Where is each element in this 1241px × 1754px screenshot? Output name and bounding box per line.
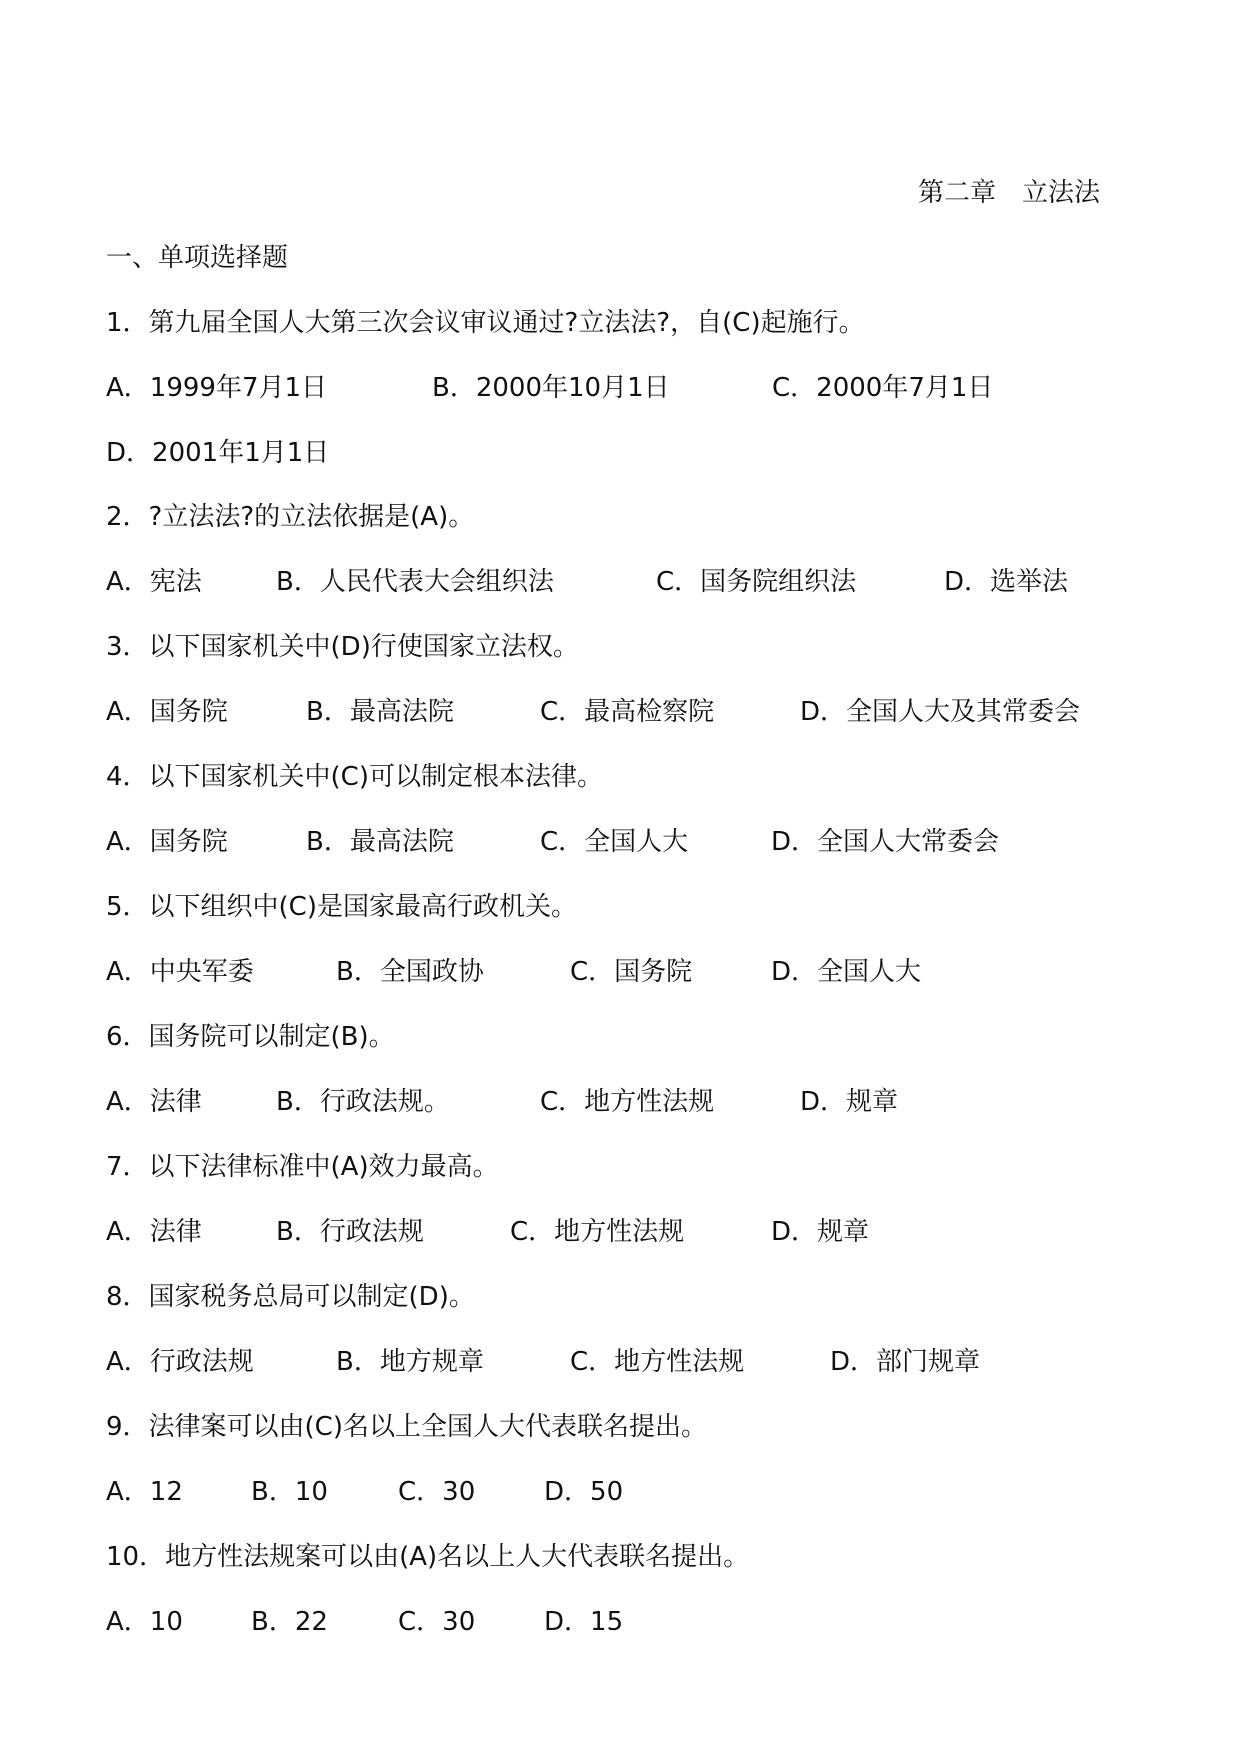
question-2-option-c: C．国务院组织法 — [656, 567, 857, 597]
question-10-option-c: C．30 — [398, 1607, 476, 1637]
question-9-stem: 9．法律案可以由(C)名以上全国人大代表联名提出。 — [106, 1412, 707, 1442]
question-2-option-d: D．选举法 — [944, 567, 1069, 597]
question-8-option-c: C．地方性法规 — [570, 1347, 745, 1377]
question-7-option-b: B．行政法规 — [276, 1217, 424, 1247]
question-1-stem: 1．第九届全国人大第三次会议审议通过?立法法?，自(C)起施行。 — [106, 308, 865, 338]
question-10-option-b: B．22 — [251, 1607, 328, 1637]
question-1-option-d: D．2001年1月1日 — [106, 438, 330, 468]
question-5-option-b: B．全国政协 — [336, 957, 484, 987]
question-2-option-a: A．宪法 — [106, 567, 202, 597]
question-8-option-a: A．行政法规 — [106, 1347, 254, 1377]
question-10-option-d: D．15 — [544, 1607, 624, 1637]
question-9-option-b: B．10 — [251, 1477, 328, 1507]
question-4-option-b: B．最高法院 — [306, 827, 454, 857]
question-5-stem: 5．以下组织中(C)是国家最高行政机关。 — [106, 892, 577, 922]
question-9-option-d: D．50 — [544, 1477, 624, 1507]
question-7-stem: 7．以下法律标准中(A)效力最高。 — [106, 1152, 499, 1182]
question-5-option-a: A．中央军委 — [106, 957, 254, 987]
question-8-stem: 8．国家税务总局可以制定(D)。 — [106, 1282, 475, 1312]
question-4-stem: 4．以下国家机关中(C)可以制定根本法律。 — [106, 762, 603, 792]
question-5-option-d: D．全国人大 — [771, 957, 922, 987]
question-8-option-b: B．地方规章 — [336, 1347, 484, 1377]
question-6-option-a: A．法律 — [106, 1087, 202, 1117]
question-1-option-b: B．2000年10月1日 — [432, 373, 670, 403]
question-2-option-b: B．人民代表大会组织法 — [276, 567, 554, 597]
question-9-option-c: C．30 — [398, 1477, 476, 1507]
question-3-stem: 3．以下国家机关中(D)行使国家立法权。 — [106, 632, 579, 662]
question-4-option-a: A．国务院 — [106, 827, 228, 857]
question-10-stem: 10．地方性法规案可以由(A)名以上人大代表联名提出。 — [106, 1542, 750, 1572]
question-7-option-a: A．法律 — [106, 1217, 202, 1247]
question-7-option-c: C．地方性法规 — [510, 1217, 685, 1247]
question-6-stem: 6．国务院可以制定(B)。 — [106, 1022, 395, 1052]
question-3-option-a: A．国务院 — [106, 697, 228, 727]
question-7-option-d: D．规章 — [771, 1217, 870, 1247]
question-9-option-a: A．12 — [106, 1477, 183, 1507]
question-6-option-c: C．地方性法规 — [540, 1087, 715, 1117]
question-10-option-a: A．10 — [106, 1607, 183, 1637]
question-3-option-c: C．最高检察院 — [540, 697, 715, 727]
question-5-option-c: C．国务院 — [570, 957, 693, 987]
question-3-option-d: D．全国人大及其常委会 — [800, 697, 1081, 727]
section-title: 一、单项选择题 — [106, 243, 289, 273]
question-4-option-d: D．全国人大常委会 — [771, 827, 1000, 857]
question-8-option-d: D．部门规章 — [830, 1347, 981, 1377]
question-1-option-c: C．2000年7月1日 — [772, 373, 994, 403]
question-4-option-c: C．全国人大 — [540, 827, 689, 857]
question-6-option-b: B．行政法规。 — [276, 1087, 450, 1117]
question-2-stem: 2．?立法法?的立法依据是(A)。 — [106, 502, 475, 532]
chapter-title: 第二章 立法法 — [918, 178, 1101, 208]
question-6-option-d: D．规章 — [800, 1087, 899, 1117]
question-3-option-b: B．最高法院 — [306, 697, 454, 727]
question-1-option-a: A．1999年7月1日 — [106, 373, 328, 403]
